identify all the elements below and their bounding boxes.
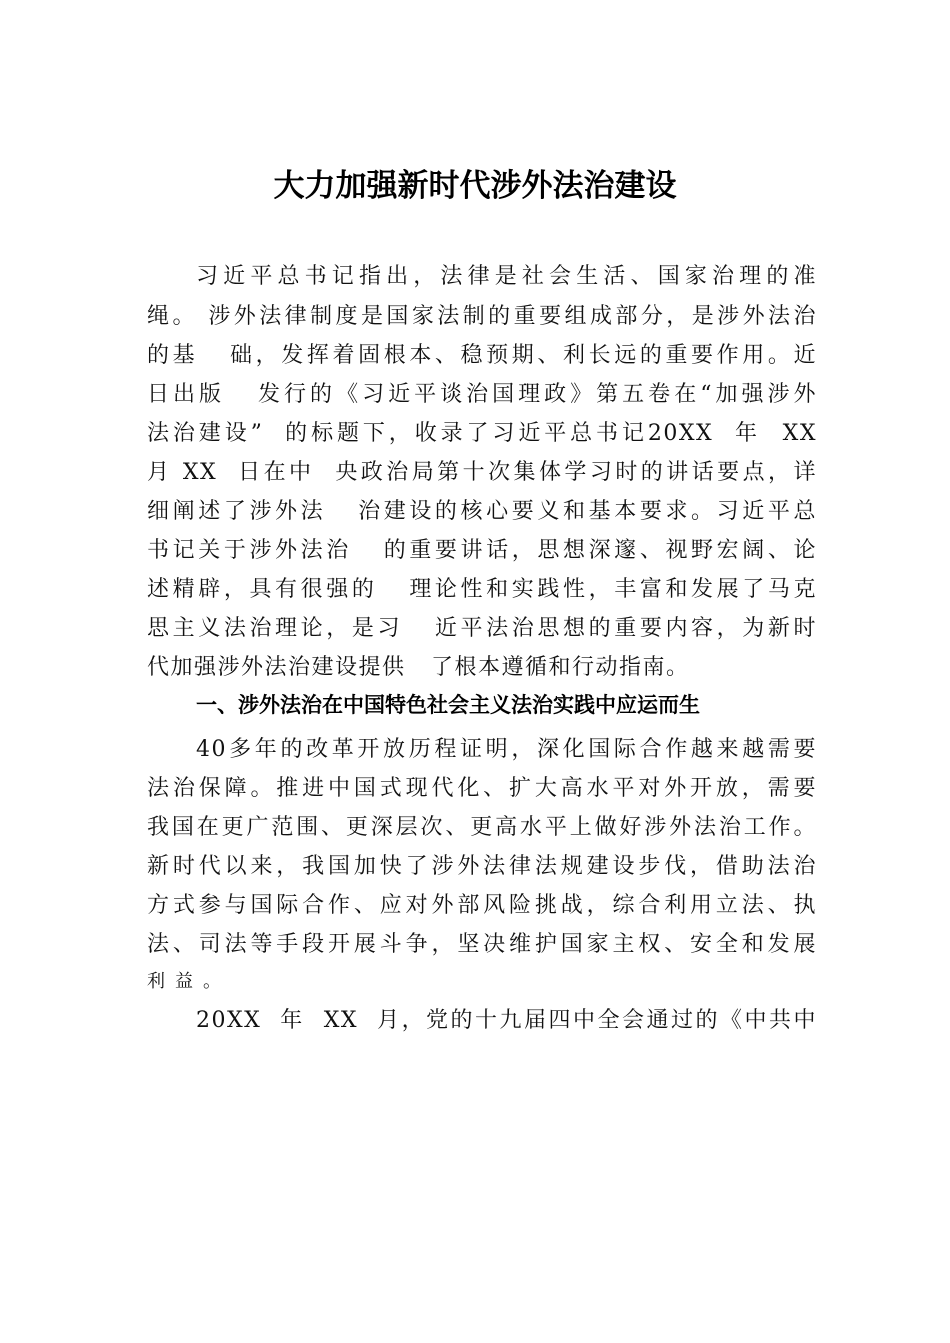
paragraph-1-line-10: 思主义法治理论，是习 近平法治思想的重要内容，为新时 <box>147 616 817 641</box>
paragraph-1-line-9: 述精辟，具有很强的 理论性和实践性，丰富和发展了马克 <box>147 577 817 602</box>
paragraph-2-line-6: 法、司法等手段开展斗争，坚决维护国家主权、安全和发展 <box>147 932 817 957</box>
paragraph-3-line-1: 20XX 年 XX 月，党的十九届四中全会通过的《中共中 <box>196 1008 817 1033</box>
document-title: 大力加强新时代涉外法治建设 <box>273 168 677 204</box>
paragraph-2-line-1: 40多年的改革开放历程证明，深化国际合作越来越需要 <box>196 737 817 762</box>
paragraph-2-line-4: 新时代以来，我国加快了涉外法律法规建设步伐，借助法治 <box>147 854 817 879</box>
paragraph-1-line-8: 书记关于涉外法治 的重要讲话，思想深邃、视野宏阔、论 <box>147 538 817 563</box>
paragraph-1-line-4: 日出版 发行的《习近平谈治国理政》第五卷在“加强涉外 <box>147 382 817 407</box>
paragraph-1-line-5: 法治建设” 的标题下，收录了习近平总书记20XX 年 XX <box>147 421 817 446</box>
paragraph-2-line-7: 利益。 <box>147 971 231 992</box>
paragraph-1-line-1: 习近平总书记指出，法律是社会生活、国家治理的准 <box>196 264 817 289</box>
paragraph-1-line-7: 细阐述了涉外法 治建设的核心要义和基本要求。习近平总 <box>147 499 817 524</box>
paragraph-2-line-2: 法治保障。推进中国式现代化、扩大高水平对外开放，需要 <box>147 776 817 801</box>
paragraph-1-line-6: 月 XX 日在中 央政治局第十次集体学习时的讲话要点，详 <box>147 460 817 485</box>
paragraph-1-line-3: 的基 础，发挥着固根本、稳预期、利长远的重要作用。近 <box>147 343 817 368</box>
paragraph-1-line-2: 绳。 涉外法律制度是国家法制的重要组成部分，是涉外法治 <box>147 304 817 329</box>
section-heading-1: 一、涉外法治在中国特色社会主义法治实践中应运而生 <box>196 693 700 717</box>
paragraph-1-line-11: 代加强涉外法治建设提供 了根本遵循和行动指南。 <box>147 655 690 680</box>
paragraph-2-line-3: 我国在更广范围、更深层次、更高水平上做好涉外法治工作。 <box>147 815 817 840</box>
paragraph-2-line-5: 方式参与国际合作、应对外部风险挑战，综合利用立法、执 <box>147 893 817 918</box>
